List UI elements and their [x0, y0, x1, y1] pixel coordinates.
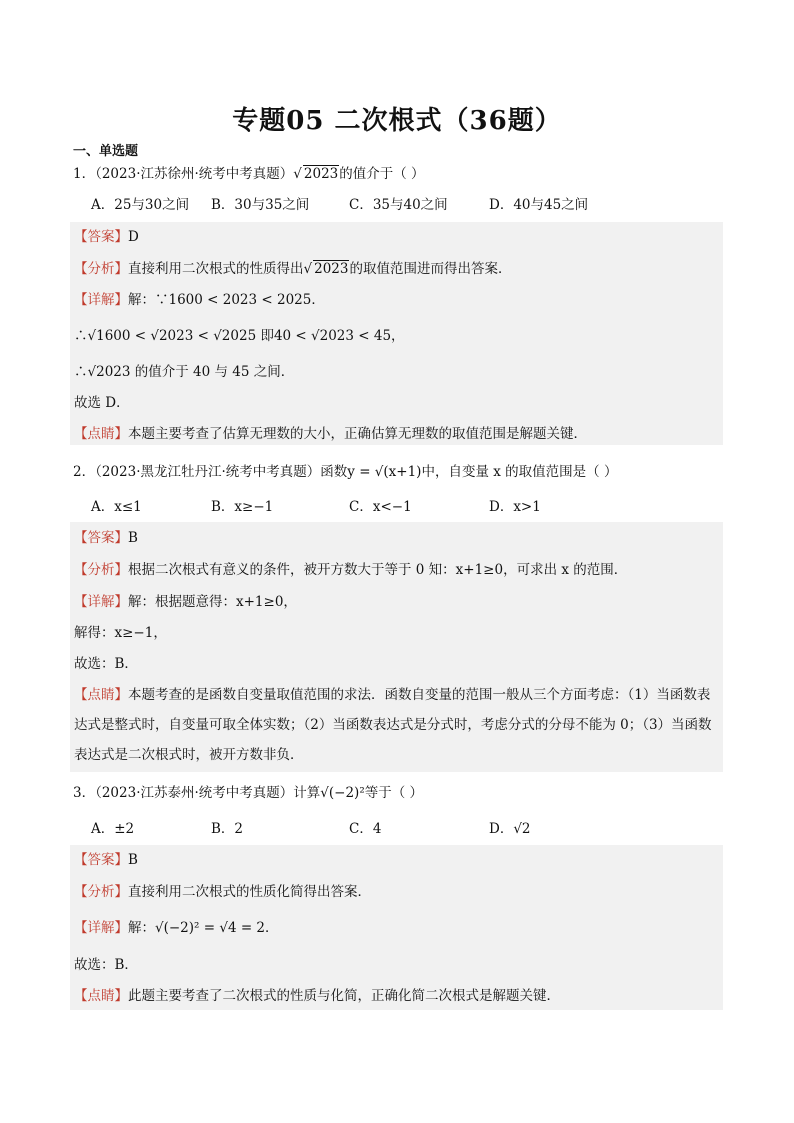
detail-line: 解得：x≥−1，: [74, 625, 167, 641]
option-b: B．2: [211, 821, 244, 837]
option-c: C．x<−1: [349, 499, 412, 515]
question-3-options: [91, 819, 531, 839]
detail-line: ∴√1600 < √2023 < √2025 即40 < √2023 < 45，: [74, 328, 405, 344]
option-c: C．4: [349, 821, 382, 837]
comment-line: 【点睛】此题主要考查了二次根式的性质与化简，正确化简二次根式是解题关键．: [74, 988, 560, 1004]
answer-line: 【答案】B: [74, 852, 138, 868]
option-c: C．35与40之间: [349, 197, 448, 213]
comment-line: 【点睛】本题主要考查了估算无理数的大小，正确估算无理数的取值范围是解题关键．: [74, 426, 587, 442]
analysis-line: 【分析】直接利用二次根式的性质化简得出答案．: [74, 884, 371, 900]
answer-line: 【答案】B: [74, 530, 138, 546]
detail-line: 【详解】解：√(−2)² = √4 = 2．: [74, 920, 279, 936]
question-1-solution: [70, 222, 723, 445]
detail-line: 故选：B．: [74, 957, 138, 973]
option-a: A．±2: [91, 821, 135, 837]
answer-line: 【答案】D: [74, 229, 139, 245]
question-2-stem: 2．（2023·黑龙江牡丹江·统考中考真题）函数y = √(x+1)中，自变量 x 的取值范围是（ ）: [73, 464, 618, 480]
option-d: D．√2: [489, 821, 531, 837]
option-d: D．x>1: [489, 499, 541, 515]
analysis-line: 【分析】根据二次根式有意义的条件，被开方数大于等于 0 知：x+1≥0，可求出 x 的范围．: [74, 562, 628, 578]
detail-line: 故选：B．: [74, 656, 138, 672]
option-a: A．25与30之间: [91, 197, 190, 213]
section-heading: 一、单选题: [73, 144, 139, 159]
detail-line: 【详解】解：∵1600 < 2023 < 2025．: [74, 292, 325, 308]
page-title: 专题05 二次根式（36题）: [232, 106, 562, 136]
detail-line: 【详解】解：根据题意得：x+1≥0，: [74, 594, 297, 610]
option-b: B．x≥−1: [211, 499, 274, 515]
question-1-options: [91, 195, 588, 215]
detail-line: 故选 D．: [74, 395, 130, 411]
comment-paragraph: 【点睛】本题考查的是函数自变量取值范围的求法．函数自变量的范围一般从三个方面考虑：（1）当函数表达式是整式时，自变量可取全体实数；（2）当函数表达式是分式时，考虑分式的分母不能为 0；（3）当函数表达式是二次根式时，被开方数非负．: [74, 687, 712, 763]
question-2-solution: [70, 522, 723, 772]
option-a: A．x≤1: [91, 499, 142, 515]
question-2-options: [91, 497, 541, 517]
question-3-stem: 3．（2023·江苏泰州·统考中考真题）计算√(−2)²等于（ ）: [73, 785, 424, 801]
option-b: B．30与35之间: [211, 197, 310, 213]
question-3-solution: [70, 845, 723, 1010]
analysis-line: 【分析】直接利用二次根式的性质得出√ 2023的取值范围进而得出答案．: [74, 261, 512, 277]
question-1-stem: 1．（2023·江苏徐州·统考中考真题）√ 2023的值介于（ ）: [73, 166, 425, 182]
option-d: D．40与45之间: [489, 197, 589, 213]
detail-line: ∴√2023 的值介于 40 与 45 之间．: [74, 364, 295, 380]
